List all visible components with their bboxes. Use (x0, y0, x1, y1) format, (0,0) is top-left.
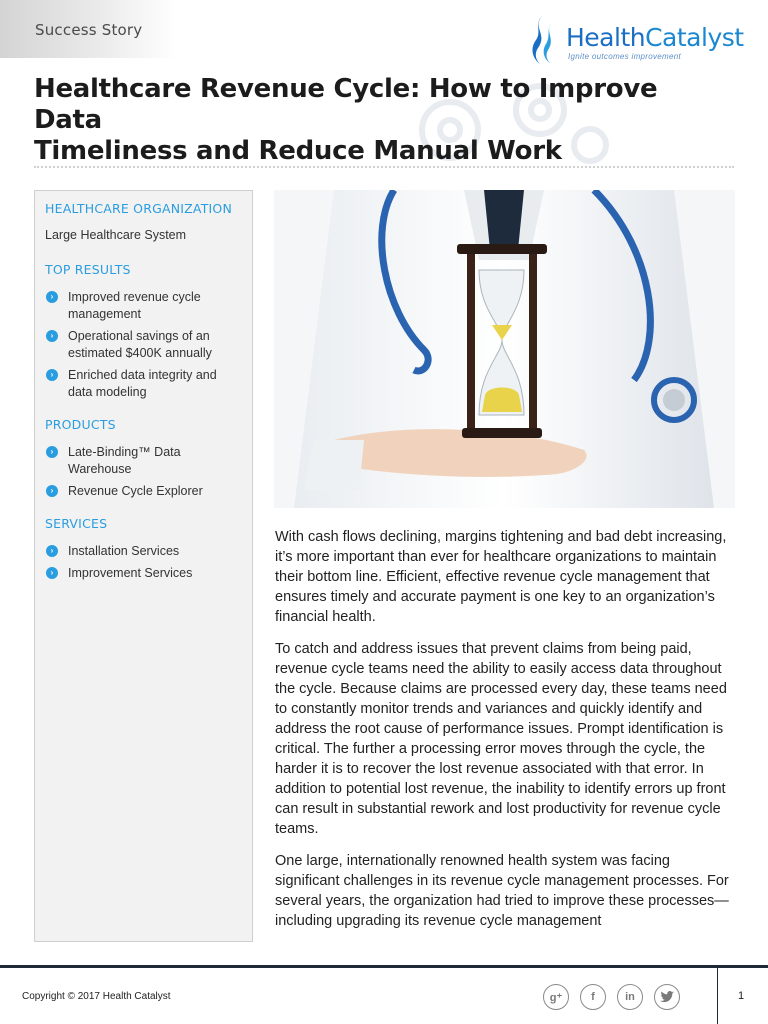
success-story-tag (0, 0, 176, 58)
org-value: Large Healthcare System (45, 228, 187, 242)
google-plus-icon[interactable]: g⁺ (543, 984, 569, 1010)
logo-tagline: Ignite outcomes improvement (568, 52, 682, 61)
flame-logo-icon (528, 14, 562, 66)
paragraph-2: To catch and address issues that prevent claims from being paid, revenue cycle teams need the ability to easily access data throughout the cycle. Because claims are processed every day, these teams need to constantly monitor trends and variances and quickly identify and address the root cause of performance issues. Prompt identification is critical. The further a processing error moves through the cycle, the harder it is to recover the lost revenue associated with that error. In addition to potential lost revenue, the inability to identify errors up front can result in substantial rework and lost productivity for revenue cycle teams. (275, 641, 727, 837)
list-item: › Improvement Services (45, 565, 242, 582)
health-catalyst-logo[interactable] (528, 14, 744, 66)
chevron-right-circle-icon: › (46, 567, 58, 579)
doctor-hourglass-photo (274, 190, 735, 508)
social-links (543, 984, 680, 1010)
list-item: › Late-Binding™ Data Warehouse (45, 444, 242, 478)
products-list (45, 444, 242, 500)
chevron-right-circle-icon: › (46, 446, 58, 458)
paragraph-3: One large, internationally renowned health system was facing significant challenges in its revenue cycle management processes. For several years, the organization had tried to improve these processes—including upgrading its revenue cycle management (275, 853, 729, 929)
body-text (275, 527, 737, 943)
sidebar-summary (34, 190, 253, 942)
list-item: › Operational savings of an estimated $400K annually (45, 328, 242, 362)
title-line-2: Timeliness and Reduce Manual Work (34, 136, 562, 166)
logo-brand-text: HealthCatalyst (566, 23, 744, 52)
success-story-label: Success Story (35, 21, 143, 39)
twitter-icon[interactable] (654, 984, 680, 1010)
chevron-right-circle-icon: › (46, 291, 58, 303)
chevron-right-circle-icon: › (46, 330, 58, 342)
list-item: › Revenue Cycle Explorer (45, 483, 242, 500)
list-item: › Installation Services (45, 543, 242, 560)
facebook-icon[interactable]: f (580, 984, 606, 1010)
copyright-text: Copyright © 2017 Health Catalyst (22, 991, 171, 1002)
footer-divider (717, 968, 718, 1024)
paragraph-1: With cash flows declining, margins tightening and bad debt increasing, it’s more important than ever for healthcare organizations to maintain their bottom line. Efficient, effective revenue cycle management that ensures timely and accurate payment is one key to an organization’s financial health. (275, 529, 727, 625)
list-item: › Improved revenue cycle management (45, 289, 242, 323)
results-heading: TOP RESULTS (45, 262, 131, 277)
page-number: 1 (738, 990, 745, 1002)
org-heading: HEALTHCARE ORGANIZATION (45, 201, 233, 216)
chevron-right-circle-icon: › (46, 369, 58, 381)
twitter-bird-icon (660, 991, 674, 1003)
list-item: › Enriched data integrity and data modeling (45, 367, 242, 401)
header-divider (34, 166, 734, 168)
linkedin-icon[interactable]: in (617, 984, 643, 1010)
page-footer (0, 965, 768, 1024)
chevron-right-circle-icon: › (46, 545, 58, 557)
title-line-1: Healthcare Revenue Cycle: How to Improve Data (34, 74, 658, 135)
page-title (34, 74, 674, 167)
services-heading: SERVICES (45, 516, 108, 531)
doctor-with-hourglass-icon (274, 190, 735, 508)
products-heading: PRODUCTS (45, 417, 116, 432)
results-list (45, 289, 242, 401)
chevron-right-circle-icon: › (46, 485, 58, 497)
services-list (45, 543, 242, 582)
